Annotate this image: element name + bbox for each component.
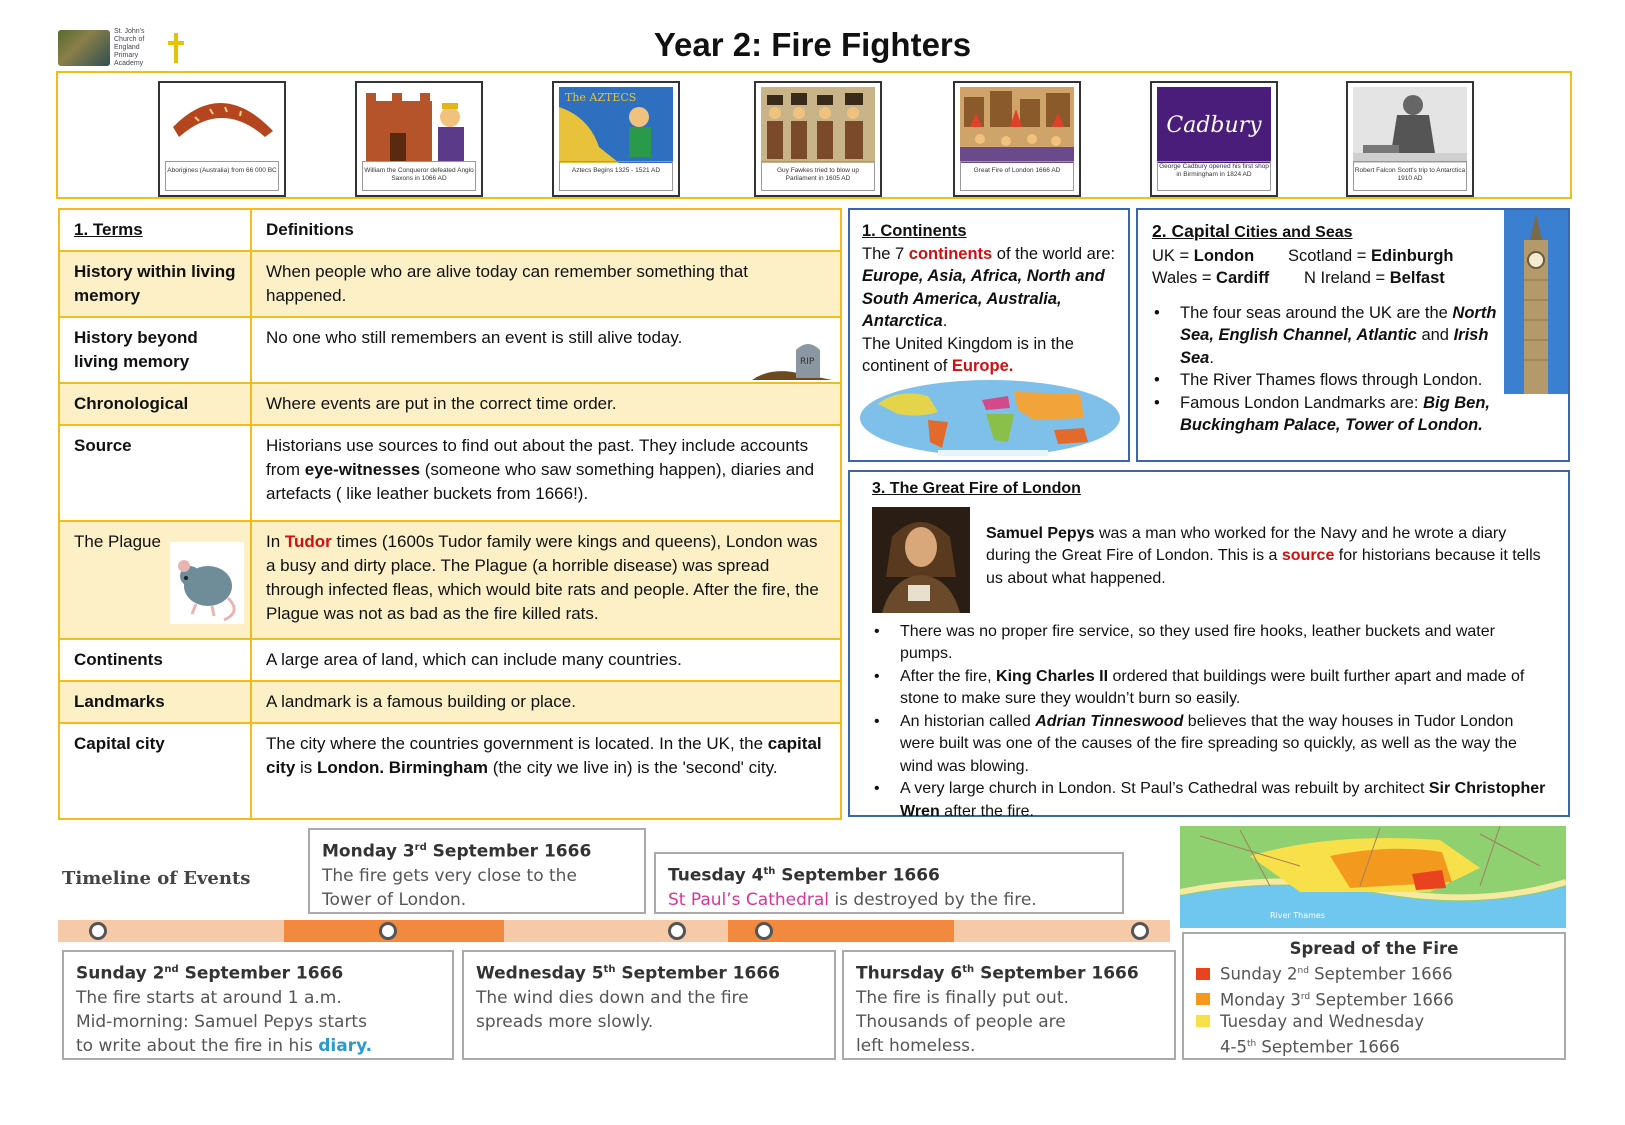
card-caption: George Cadbury opened his first shop in Birmingham in 1824 AD bbox=[1157, 161, 1271, 191]
terms-heading: 1. Terms bbox=[59, 209, 251, 251]
term-cell: Capital city bbox=[59, 723, 251, 819]
great-fire-facts-list bbox=[872, 621, 1546, 824]
term-cell: History within living memory bbox=[59, 251, 251, 317]
card-aborigines bbox=[158, 81, 286, 197]
event-date: Sunday 2nd September 1666 bbox=[76, 963, 344, 984]
definition-cell: A large area of land, which can include many countries. bbox=[251, 639, 841, 681]
legend-swatch bbox=[1196, 1015, 1210, 1027]
card-caption: Aztecs Begins 1325 - 1521 AD bbox=[559, 161, 673, 191]
event-date: Tuesday 4th September 1666 bbox=[668, 865, 940, 886]
gravestone-icon bbox=[752, 338, 832, 380]
continents-heading: 1. Continents bbox=[862, 222, 967, 240]
uk-continent-text: The United Kingdom is in the continent of Europe. bbox=[862, 334, 1074, 375]
aztecs-map-image bbox=[559, 87, 673, 163]
event-text: spreads more slowly. bbox=[476, 1011, 654, 1032]
key-item-sunday: Sunday 2nd September 1666 bbox=[1196, 960, 1552, 986]
timeline-event-sunday bbox=[62, 950, 454, 1060]
castle-image bbox=[362, 87, 476, 163]
card-caption: Aborigines (Australia) from 66 000 BC bbox=[165, 161, 279, 191]
continents-panel bbox=[848, 208, 1130, 462]
continents-text: The 7 continents of the world are: Europe, Asia, Africa, North and South America, Australia, Antarctica. bbox=[862, 244, 1116, 330]
pepys-section bbox=[872, 507, 1546, 613]
terms-table bbox=[58, 208, 842, 820]
event-date: Thursday 6th September 1666 bbox=[856, 963, 1139, 984]
event-text: Mid-morning: Samuel Pepys starts bbox=[76, 1011, 367, 1032]
timeline-bar bbox=[58, 920, 1170, 942]
antarctic-explorer-image bbox=[1353, 87, 1467, 163]
event-date: Monday 3rd September 1666 bbox=[322, 841, 592, 862]
capitals-heading: 2. Capital Cities and Seas bbox=[1152, 221, 1353, 241]
term-cell: Landmarks bbox=[59, 681, 251, 723]
world-map-image bbox=[858, 378, 1122, 458]
event-text: Thousands of people are bbox=[856, 1011, 1066, 1032]
event-date: Wednesday 5th September 1666 bbox=[476, 963, 780, 984]
timeline-marker bbox=[89, 922, 107, 940]
card-caption: Robert Falcon Scott's trip to Antarctica 1910 AD bbox=[1353, 161, 1467, 191]
gunpowder-plot-image bbox=[761, 87, 875, 163]
card-caption: Great Fire of London 1666 AD bbox=[960, 161, 1074, 191]
legend-swatch bbox=[1196, 968, 1210, 980]
table-row bbox=[59, 251, 841, 317]
timeline-marker bbox=[379, 922, 397, 940]
timeline-event-monday bbox=[308, 828, 646, 914]
list-item: • After the fire, King Charles II ordered that buildings were built further apart and made of stone to make sure they wouldn’t burn so easily. bbox=[872, 666, 1546, 711]
cadbury-logo-image: Cadbury bbox=[1157, 87, 1271, 163]
definition-cell bbox=[251, 317, 841, 383]
table-row bbox=[59, 681, 841, 723]
event-text: Tower of London. bbox=[322, 889, 467, 910]
timeline-marker bbox=[1131, 922, 1149, 940]
gravestone-label: RIP bbox=[800, 357, 815, 367]
card-great-fire bbox=[953, 81, 1081, 197]
samuel-pepys-portrait bbox=[872, 507, 970, 613]
term-cell: History beyond living memory bbox=[59, 317, 251, 383]
fire-spread-key bbox=[1182, 932, 1566, 1060]
timeline-label: Timeline of Events bbox=[62, 868, 251, 889]
capitals-row-2: Wales = Cardiff N Ireland = Belfast bbox=[1152, 269, 1445, 287]
table-row bbox=[59, 639, 841, 681]
definition-cell: Historians use sources to find out about the past. They include accounts from eye-witnesses (someone who saw something happen), diaries and artefacts ( like leather buckets from 1666!). bbox=[251, 425, 841, 521]
card-guy-fawkes bbox=[754, 81, 882, 197]
spread-title: Spread of the Fire bbox=[1289, 939, 1459, 958]
timeline-event-tuesday bbox=[654, 852, 1124, 914]
term-cell: Chronological bbox=[59, 383, 251, 425]
term-cell: Continents bbox=[59, 639, 251, 681]
key-item-tuesday-wednesday: Tuesday and Wednesday bbox=[1196, 1011, 1552, 1033]
aztecs-sign: The AZTECS bbox=[565, 91, 637, 104]
card-caption: William the Conqueror defeated Anglo Saxons in 1066 AD bbox=[362, 161, 476, 191]
key-item-dates: 4-5th September 1666 bbox=[1220, 1037, 1400, 1057]
table-row bbox=[59, 383, 841, 425]
capitals-panel bbox=[1136, 208, 1570, 462]
fire-spread-map bbox=[1180, 826, 1566, 928]
definition-cell: Where events are put in the correct time order. bbox=[251, 383, 841, 425]
list-item: • The River Thames flows through London. bbox=[1152, 369, 1502, 392]
great-fire-heading: 3. The Great Fire of London bbox=[872, 480, 1081, 497]
great-fire-panel bbox=[848, 470, 1570, 820]
list-item: • The four seas around the UK are the North Sea, English Channel, Atlantic and Irish Sea. bbox=[1152, 302, 1502, 370]
timeline-marker bbox=[668, 922, 686, 940]
event-text: to write about the fire in his diary. bbox=[76, 1035, 373, 1056]
river-label: River Thames bbox=[1270, 911, 1326, 920]
great-fire-image bbox=[960, 87, 1074, 163]
term-cell: The Plague bbox=[59, 521, 251, 639]
card-aztecs bbox=[552, 81, 680, 197]
rat-icon bbox=[170, 542, 244, 624]
list-item: • An historian called Adrian Tinneswood believes that the way houses in Tudor London were built was one of the causes of the fire spreading so quickly, as well as the way the wind was blowing. bbox=[872, 711, 1546, 779]
event-text: The fire starts at around 1 a.m. bbox=[76, 987, 342, 1008]
card-william-conqueror bbox=[355, 81, 483, 197]
big-ben-image bbox=[1504, 210, 1568, 394]
definition-cell: When people who are alive today can remember something that happened. bbox=[251, 251, 841, 317]
table-row bbox=[59, 521, 841, 639]
capitals-row-1: UK = London Scotland = Edinburgh bbox=[1152, 246, 1454, 265]
definitions-heading: Definitions bbox=[251, 209, 841, 251]
card-cadbury bbox=[1150, 81, 1278, 197]
school-name: St. John's Church of England Primary Academy bbox=[114, 28, 145, 67]
definition-cell: In Tudor times (1600s Tudor family were kings and queens), London was a busy and dirty place. The Plague (a horrible disease) was spread through infected fleas, which would bite rats and people. After the fire, the Plague was not as bad as the fire killed rats. bbox=[251, 521, 841, 639]
timeline-event-wednesday bbox=[462, 950, 836, 1060]
page-title: Year 2: Fire Fighters bbox=[653, 26, 972, 63]
key-item-monday: Monday 3rd September 1666 bbox=[1196, 986, 1552, 1012]
boomerang-image bbox=[165, 87, 279, 163]
event-text: left homeless. bbox=[856, 1035, 976, 1056]
term-cell: Source bbox=[59, 425, 251, 521]
card-caption: Guy Fawkes tried to blow up Parliament in 1605 AD bbox=[761, 161, 875, 191]
list-item: • There was no proper fire service, so they used fire hooks, leather buckets and water pumps. bbox=[872, 621, 1546, 666]
timeline-event-thursday bbox=[842, 950, 1176, 1060]
list-item: • Famous London Landmarks are: Big Ben, Buckingham Palace, Tower of London. bbox=[1152, 392, 1502, 437]
legend-swatch bbox=[1196, 993, 1210, 1005]
event-text: The fire is finally put out. bbox=[856, 987, 1069, 1008]
definition-cell: A landmark is a famous building or place. bbox=[251, 681, 841, 723]
table-row bbox=[59, 317, 841, 383]
event-text: The fire gets very close to the bbox=[322, 865, 577, 886]
table-row bbox=[59, 425, 841, 521]
pepys-text: Samuel Pepys was a man who worked for the Navy and he wrote a diary during the Great Fire of London. This is a source for historians because it tells us about what happened. bbox=[986, 524, 1541, 587]
table-row bbox=[59, 723, 841, 819]
list-item: • A very large church in London. St Paul’s Cathedral was rebuilt by architect Sir Christopher Wren after the fire. bbox=[872, 778, 1546, 823]
table-header-row bbox=[59, 209, 841, 251]
history-image-strip bbox=[56, 71, 1572, 199]
timeline-marker bbox=[755, 922, 773, 940]
definition-text: No one who still remembers an event is still alive today. bbox=[266, 328, 683, 347]
capitals-facts-list bbox=[1152, 302, 1502, 437]
card-scott-antarctica bbox=[1346, 81, 1474, 197]
event-text: The wind dies down and the fire bbox=[476, 987, 749, 1008]
event-text: St Paul’s Cathedral is destroyed by the fire. bbox=[668, 889, 1037, 910]
definition-cell: The city where the countries government is located. In the UK, the capital city is London. Birmingham (the city we live in) is the 'second' city. bbox=[251, 723, 841, 819]
